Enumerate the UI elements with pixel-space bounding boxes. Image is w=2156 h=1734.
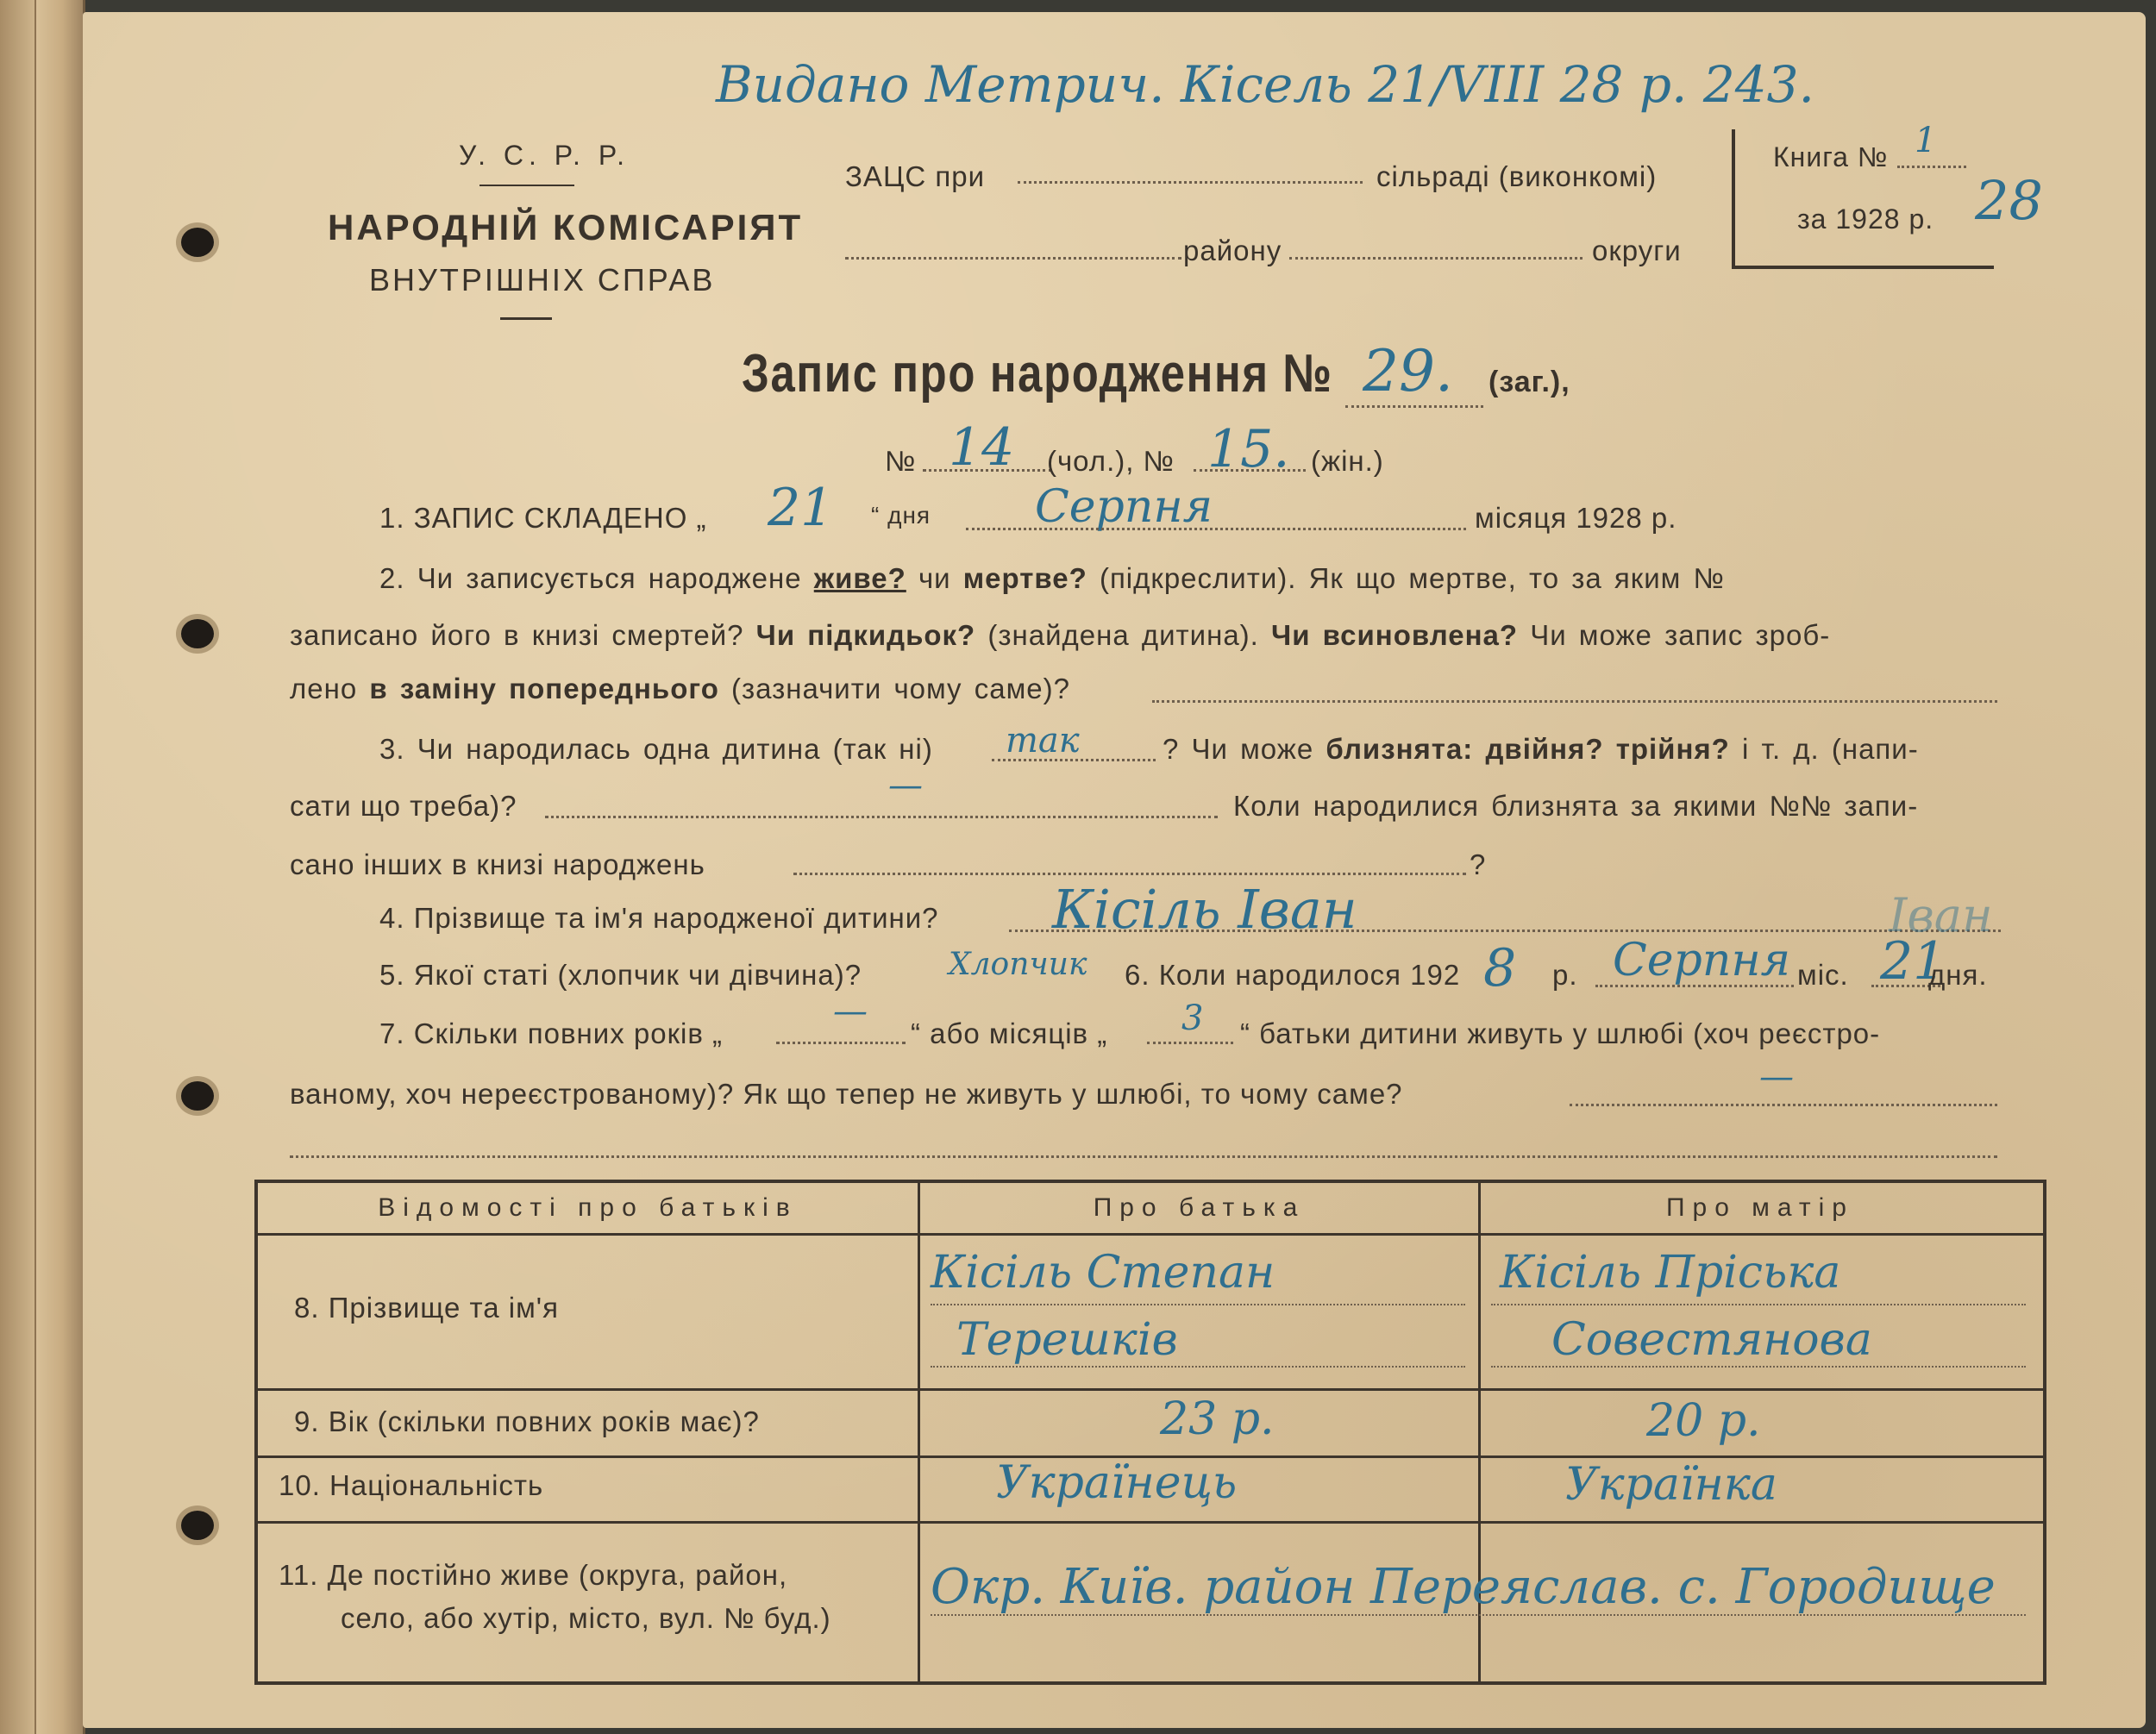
male-number: 14	[949, 417, 1015, 478]
column-divider	[918, 1183, 920, 1681]
male-suffix: (чол.), №	[1047, 445, 1175, 477]
female-suffix: (жін.)	[1311, 445, 1384, 477]
father-nationality: Українець	[996, 1457, 1238, 1509]
binding-strip	[0, 0, 36, 1734]
q3-line2a: сати що треба)?	[290, 790, 517, 822]
q7-field	[1570, 1104, 1997, 1106]
zags-field	[1018, 181, 1363, 184]
q3-dash: —	[888, 766, 923, 805]
book-label: Книга №	[1773, 141, 1889, 172]
q3-line2b: Коли народилися близнята за якими №№ запи-	[1233, 790, 1919, 822]
state-abbr: У. С. Р. Р.	[459, 140, 630, 171]
row-divider	[258, 1388, 2043, 1391]
okruha-field	[1289, 257, 1583, 260]
q7-line1b: “ або місяців „	[911, 1017, 1108, 1049]
year-label: за 1928 р.	[1797, 203, 1934, 235]
q7-months-field	[1147, 1042, 1233, 1044]
q1-end: місяця 1928 р.	[1475, 502, 1677, 534]
q1-day: 21	[768, 478, 834, 538]
father-patronymic: Терешків	[956, 1314, 1178, 1366]
q1-label: 1. ЗАПИС СКЛАДЕНО „	[379, 502, 707, 534]
row-divider	[258, 1521, 2043, 1524]
female-number: 15.	[1207, 419, 1290, 479]
q7-dash: —	[1759, 1057, 1794, 1097]
row-age-label: 9. Вік (скільки повних років має)?	[294, 1405, 760, 1437]
silrada-label: сільраді (виконкомі)	[1376, 160, 1658, 192]
q3-answer-field	[992, 759, 1156, 761]
q3-answer: так	[1006, 721, 1080, 761]
header-mother: Про матір	[1665, 1193, 1854, 1222]
q7-line2: ваному, хоч нереєстрованому)? Як що тепер не живуть у шлюбі, то чому саме?	[290, 1078, 1403, 1110]
okruha-label: округи	[1592, 235, 1682, 266]
mother-patronymic: Совестянова	[1551, 1314, 1872, 1366]
binding-hole	[181, 228, 214, 257]
mother-age: 20 р.	[1646, 1395, 1761, 1447]
divider	[500, 317, 552, 320]
father-age: 23 р.	[1160, 1393, 1275, 1445]
field-line	[1491, 1304, 2026, 1305]
q3-line1a: 3. Чи народилась одна дитина (так ні)	[379, 733, 933, 765]
row-residence-label-2: село, або хутір, місто, вул. № буд.)	[341, 1602, 831, 1634]
q7-years: —	[833, 992, 868, 1031]
record-number: 29.	[1363, 338, 1453, 404]
male-number-field	[923, 469, 1052, 472]
q3-line1b: ? Чи може близнята: двійня? трійня? і т. д. (напи-	[1163, 733, 1919, 765]
q2-line1: 2. Чи записується народжене живе? чи мертве? (підкреслити). Як що мертве, то за яким №	[379, 562, 1725, 594]
binding-hole	[181, 619, 214, 648]
q5-answer: Хлопчик	[949, 947, 1087, 982]
rayon-label: району	[1183, 235, 1282, 266]
q6-month-field	[1595, 985, 1794, 987]
female-number-field	[1194, 469, 1306, 472]
q7-field-line2	[290, 1155, 1997, 1158]
ministry-title: НАРОДНІЙ КОМІСАРІЯТ	[328, 207, 804, 247]
q6-label: 6. Коли народилося 192	[1125, 959, 1461, 991]
q4-margin-note: Іван	[1889, 888, 1993, 942]
year-handwritten: 28	[1975, 169, 2043, 232]
q2-line2: записано його в книзі смертей? Чи підкидьок? (знайдена дитина). Чи всиновлена? Чи може запис зроб-	[290, 619, 1831, 651]
q6-mis: міс.	[1797, 959, 1849, 991]
header-divider	[258, 1233, 2043, 1236]
left-page-edge	[0, 0, 85, 1734]
field-line	[931, 1366, 1465, 1368]
record-number-field	[1345, 405, 1483, 408]
q6-month: Серпня	[1613, 935, 1791, 986]
q6-dnya: дня.	[1928, 959, 1988, 991]
field-line	[1491, 1366, 2026, 1368]
q3-line3: сано інших в книзі народжень	[290, 848, 705, 880]
q3-twins-field	[545, 816, 1218, 818]
q7-years-field	[776, 1042, 906, 1044]
q2-dead: мертве?	[962, 562, 1087, 594]
field-line	[931, 1614, 2026, 1616]
row-name-label: 8. Прізвище та ім'я	[294, 1292, 559, 1324]
q1-month: Серпня	[1035, 481, 1213, 533]
mother-nationality: Українка	[1565, 1459, 1777, 1511]
residence: Окр. Київ. район Переяслав. с. Городище	[931, 1559, 1996, 1615]
row-nationality-label: 10. Національність	[279, 1469, 544, 1501]
q3-question: ?	[1470, 848, 1487, 880]
q4-label: 4. Прізвище та ім'я народженої дитини?	[379, 902, 939, 934]
q7-line1a: 7. Скільки повних років „	[379, 1017, 724, 1049]
q1-mid: “ дня	[871, 502, 931, 529]
q6-year: 8	[1483, 938, 1517, 998]
zags-label: ЗАЦС при	[845, 160, 986, 192]
q1-month-field	[966, 528, 1466, 530]
q6-day: 21	[1880, 931, 1946, 992]
district-field	[845, 257, 1181, 260]
q2-alive: живе?	[813, 562, 906, 594]
father-name: Кісіль Степан	[931, 1247, 1275, 1299]
field-line	[931, 1304, 1465, 1305]
q4-field	[1009, 930, 2001, 932]
q3-line3-field	[793, 873, 1466, 875]
q7-months: 3	[1181, 998, 1204, 1038]
record-suffix: (заг.),	[1489, 366, 1570, 398]
header-parents: Відомості про батьків	[378, 1193, 798, 1222]
record-title: Запис про народження №	[742, 344, 1333, 404]
mother-name: Кісіль Пріська	[1500, 1247, 1841, 1299]
q2-line3: лено в заміну попереднього (зазначити чому саме)?	[290, 673, 1070, 704]
q4-answer: Кісіль Іван	[1052, 878, 1357, 941]
male-no-label: №	[885, 445, 917, 477]
binding-hole	[181, 1081, 214, 1111]
book-field	[1897, 166, 1966, 168]
binding-hole	[181, 1511, 214, 1540]
row-residence-label-1: 11. Де постійно живе (округа, район,	[279, 1559, 788, 1591]
ministry-subtitle: ВНУТРІШНІХ СПРАВ	[369, 262, 716, 297]
book-number: 1	[1915, 121, 1937, 160]
q5-label: 5. Якої статі (хлопчик чи дівчина)?	[379, 959, 862, 991]
issued-annotation: Видано Метрич. Кісель 21/VIII 28 р. 243.	[716, 55, 1814, 114]
q7-line1c: “ батьки дитини живуть у шлюбі (хоч реєстро-	[1240, 1017, 1881, 1049]
parents-table	[254, 1180, 2046, 1685]
q2-field	[1152, 700, 1997, 703]
divider	[479, 185, 574, 186]
q6-r: р.	[1552, 959, 1578, 991]
header-father: Про батька	[1093, 1193, 1306, 1222]
